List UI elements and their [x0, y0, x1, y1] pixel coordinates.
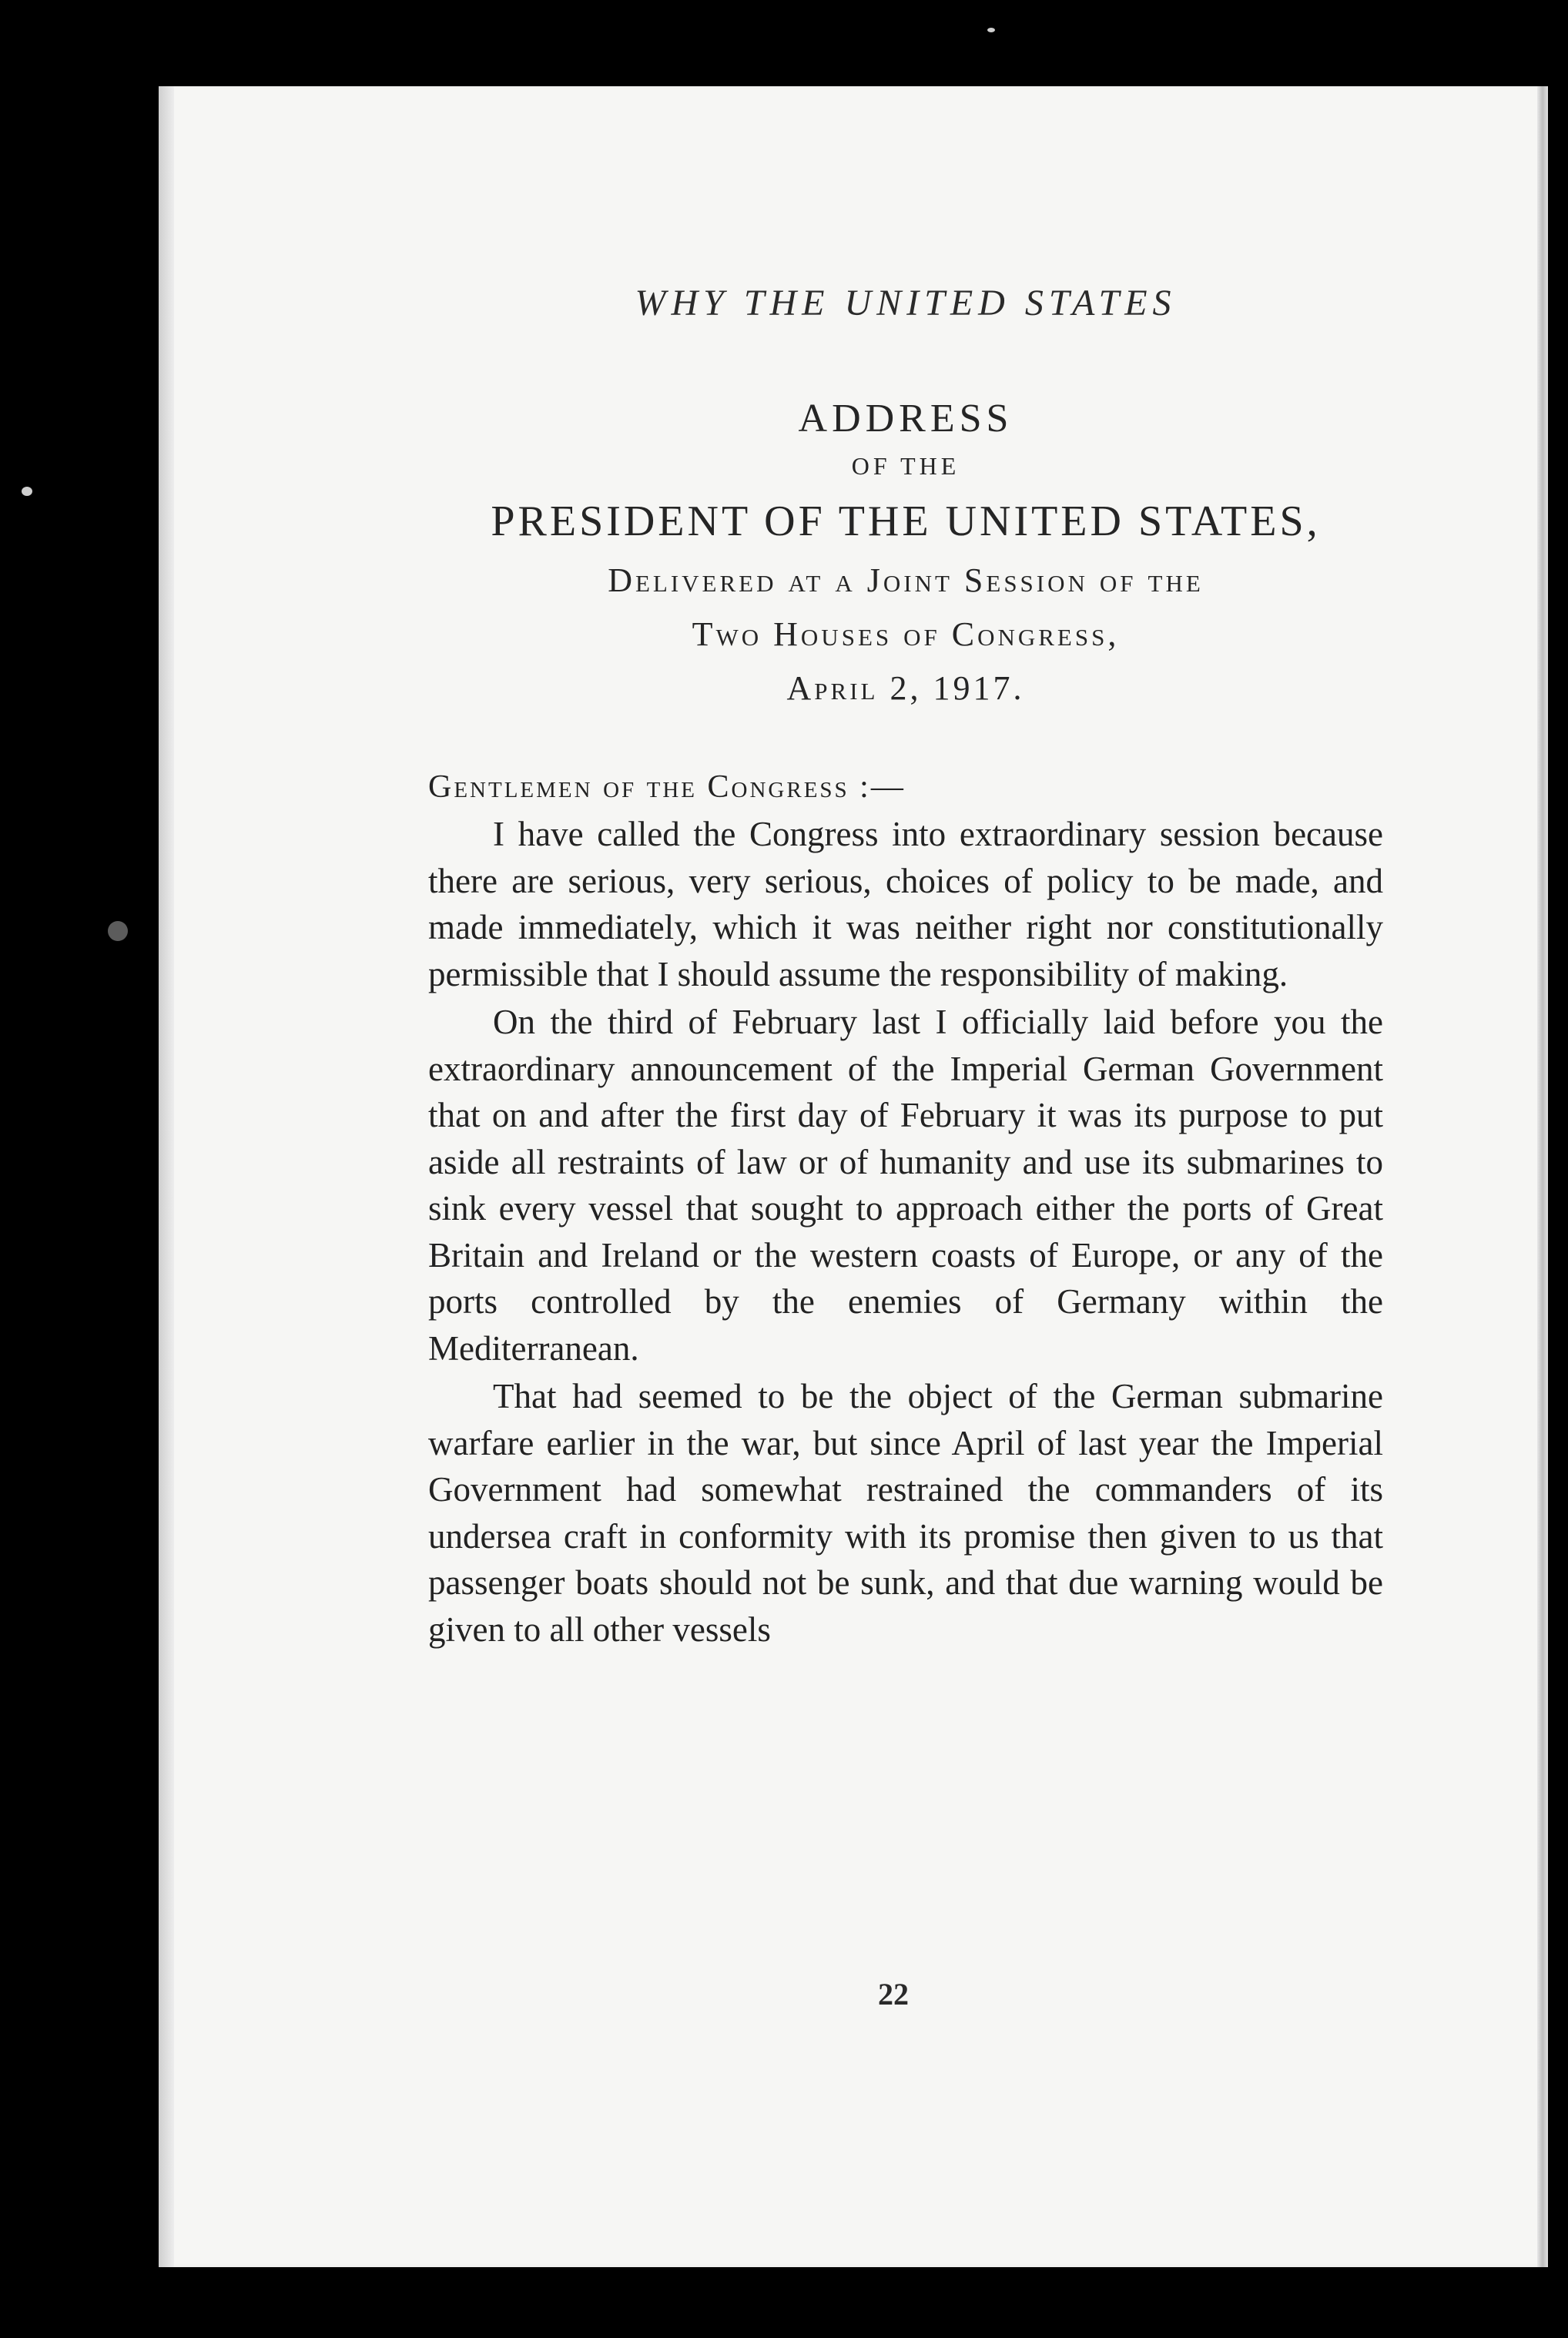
title-address: ADDRESS: [798, 397, 1014, 440]
title-block: [428, 395, 1383, 715]
page-edge: [1537, 86, 1548, 2267]
title-delivered: Delivered at a Joint Session of the: [608, 561, 1204, 599]
body-paragraph: I have called the Congress into extraordinary session because there are serious, very serious, choices of policy to be made, and made immediately, which it was neither right nor constitutionally permissible that I should assume the responsibility of making.: [428, 815, 1383, 993]
title-of-the: OF THE: [851, 452, 960, 480]
dust-speck: [987, 28, 995, 32]
page-content: [428, 282, 1383, 1653]
salutation: Gentlemen of the Congress :—: [428, 769, 906, 805]
title-president: PRESIDENT OF THE UNITED STATES,: [491, 497, 1321, 545]
body-paragraph: That had seemed to be the object of the German submarine warfare earlier in the war, but since April of last year the Imperial Government had somewhat restrained the commanders of its undersea craft in conformity with its promise then given to us that passenger boats should not be sunk, and that due warning would be given to all other vessels: [428, 1377, 1383, 1649]
dust-speck: [108, 921, 128, 941]
running-head: WHY THE UNITED STATES: [635, 283, 1177, 323]
page-gutter: [159, 86, 174, 2267]
page-number: 22: [878, 1977, 909, 2011]
title-houses: Two Houses of Congress,: [692, 615, 1120, 653]
dust-speck: [22, 487, 32, 496]
title-date: April 2, 1917.: [786, 669, 1025, 707]
body-paragraph: On the third of February last I officially laid before you the extraordinary announcement of the Imperial German Government that on and after the first day of February it was its purpose to put aside all restraints of law or of humanity and use its submarines to sink every vessel that sought to approach either the ports of Great Britain and Ireland or the western coasts of Europe, or any of the ports controlled by the enemies of Germany within the Mediterranean.: [428, 1003, 1383, 1368]
